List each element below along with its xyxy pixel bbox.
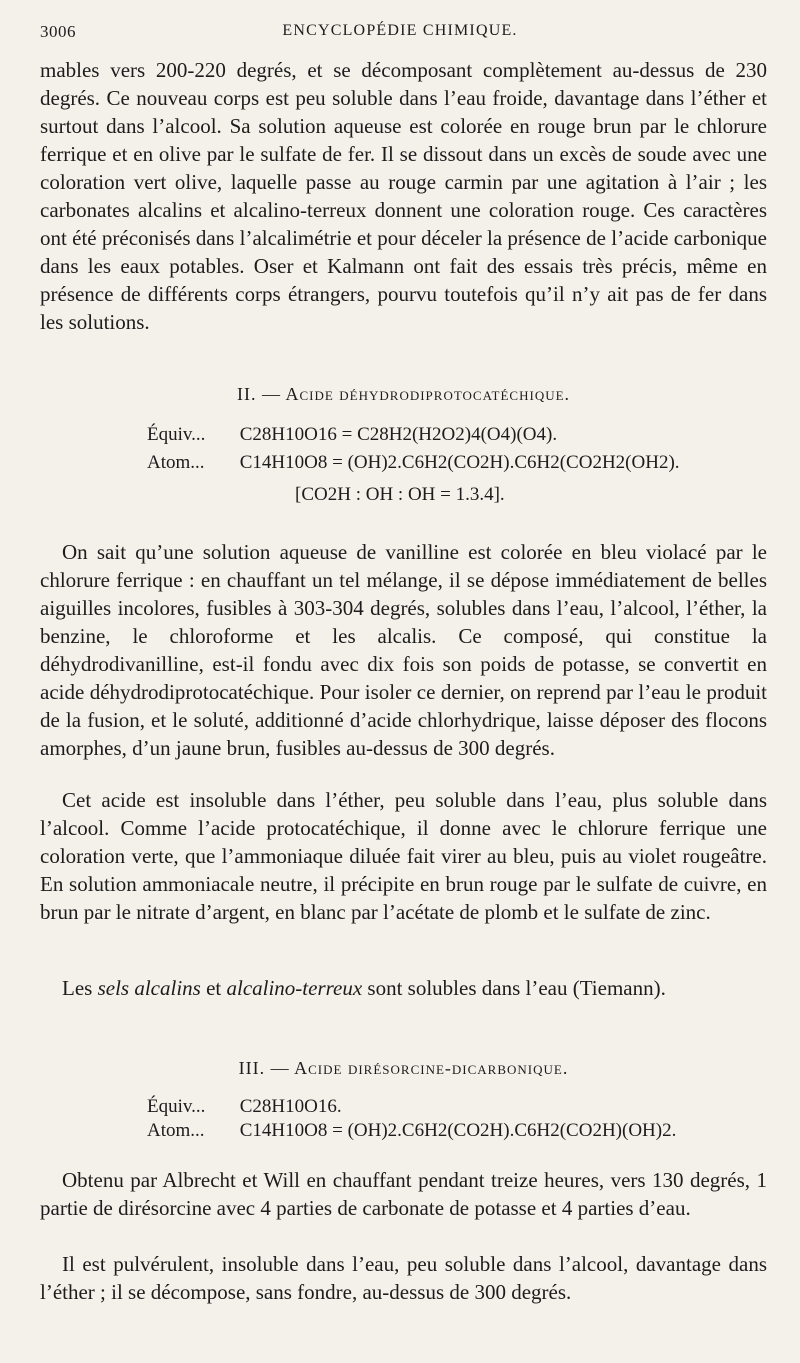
section-3-paragraph-1: Obtenu par Albrecht et Will en chauffant pendant treize heures, vers 130 degrés, 1 partie de dirésorcine avec 4 parties de carbonate de potasse et 4 parties d’eau. (40, 1168, 767, 1220)
page-header (40, 22, 760, 46)
equiv-label: Équiv... (147, 424, 206, 445)
equiv-formula-text: C28H10O16 = C28H2(H2O2)4(O4)(O4). (239, 424, 558, 445)
equiv-formula-text: C28H10O16. (239, 1096, 342, 1117)
section-3-title: III. — Acide dirésorcine-dicarbonique. (238, 1058, 569, 1078)
section-2-title: II. — Acide déhydrodiprotocatéchique. (236, 384, 571, 404)
section-3-paragraph-2: Il est pulvérulent, insoluble dans l’eau, peu soluble dans l’alcool, davantage dans l’éther ; il se décompose, sans fondre, au-dessus de 300 degrés. (40, 1252, 767, 1304)
section-3-equiv-formula (147, 1096, 342, 1118)
section-2-equiv-formula (147, 424, 557, 446)
equiv-label: Équiv... (147, 1096, 206, 1117)
atom-formula-text: C14H10O8 = (OH)2.C6H2(CO2H).C6H2(CO2H2(OH2). (239, 452, 680, 473)
page-number: 3006 (40, 22, 76, 41)
section-2-paragraph-3: Les sels alcalins et alcalino-terreux sont solubles dans l’eau (Tiemann). (62, 976, 666, 1000)
atom-formula-text: C14H10O8 = (OH)2.C6H2(CO2H).C6H2(CO2H)(OH)2. (239, 1120, 677, 1141)
section-3-atom-formula (147, 1120, 676, 1142)
section-2-paragraph-2: Cet acide est insoluble dans l’éther, peu soluble dans l’eau, plus soluble dans l’alcool. Comme l’acide protocatéchique, il donne avec le chlorure ferrique une coloration verte, que l’ammoniaque diluée fait virer au bleu, puis au violet rougeâtre. En solution ammoniacale neutre, il précipite en brun rouge par le sulfate de cuivre, en brun par le nitrate d’argent, en blanc par l’acétate de plomb et le sulfate de zinc. (40, 788, 767, 924)
intro-paragraph: mables vers 200-220 degrés, et se décomposant complètement au-dessus de 230 degrés. Ce nouveau corps est peu soluble dans l’eau froide, davantage dans l’éther et surtout dans l’alcool. Sa solution aqueuse est colorée en rouge brun par le chlorure ferrique et en olive par le sulfate de fer. Il se dissout dans un excès de soude avec une coloration vert olive, laquelle passe au rouge carmin par une agitation à l’air ; les carbonates alcalins et alcalino-terreux donnent une coloration rouge. Ces caractères ont été préconisés dans l’alcalimétrie et pour déceler la présence de l’acide carbonique dans les eaux potables. Oser et Kalmann ont fait des essais très précis, même en présence de différents corps étrangers, pourvu toutefois qu’il n’y ait pas de fer dans les solutions. (40, 58, 767, 334)
section-2-positions: [CO2H : OH : OH = 1.3.4]. (295, 484, 505, 505)
atom-label: Atom... (147, 452, 205, 473)
section-2-paragraph-1: On sait qu’une solution aqueuse de vanilline est colorée en bleu violacé par le chlorure ferrique : en chauffant un tel mélange, il se dépose immédiatement de belles aiguilles incolores, fusibles à 303-304 degrés, solubles dans l’eau, l’alcool, l’éther, la benzine, le chloroforme et les alcalis. Ce composé, qui constitue la déhydrodivanilline, est-il fondu avec dix fois son poids de potasse, se convertit en acide déhydrodiprotocatéchique. Pour isoler ce dernier, on reprend par l’eau le produit de la fusion, et le soluté, additionné d’acide chlorhydrique, laisse déposer des flocons amorphes, d’un jaune brun, fusibles au-dessus de 300 degrés. (40, 540, 767, 760)
section-2-atom-formula (147, 452, 680, 474)
running-title: ENCYCLOPÉDIE CHIMIQUE. (282, 22, 518, 39)
atom-label: Atom... (147, 1120, 205, 1141)
